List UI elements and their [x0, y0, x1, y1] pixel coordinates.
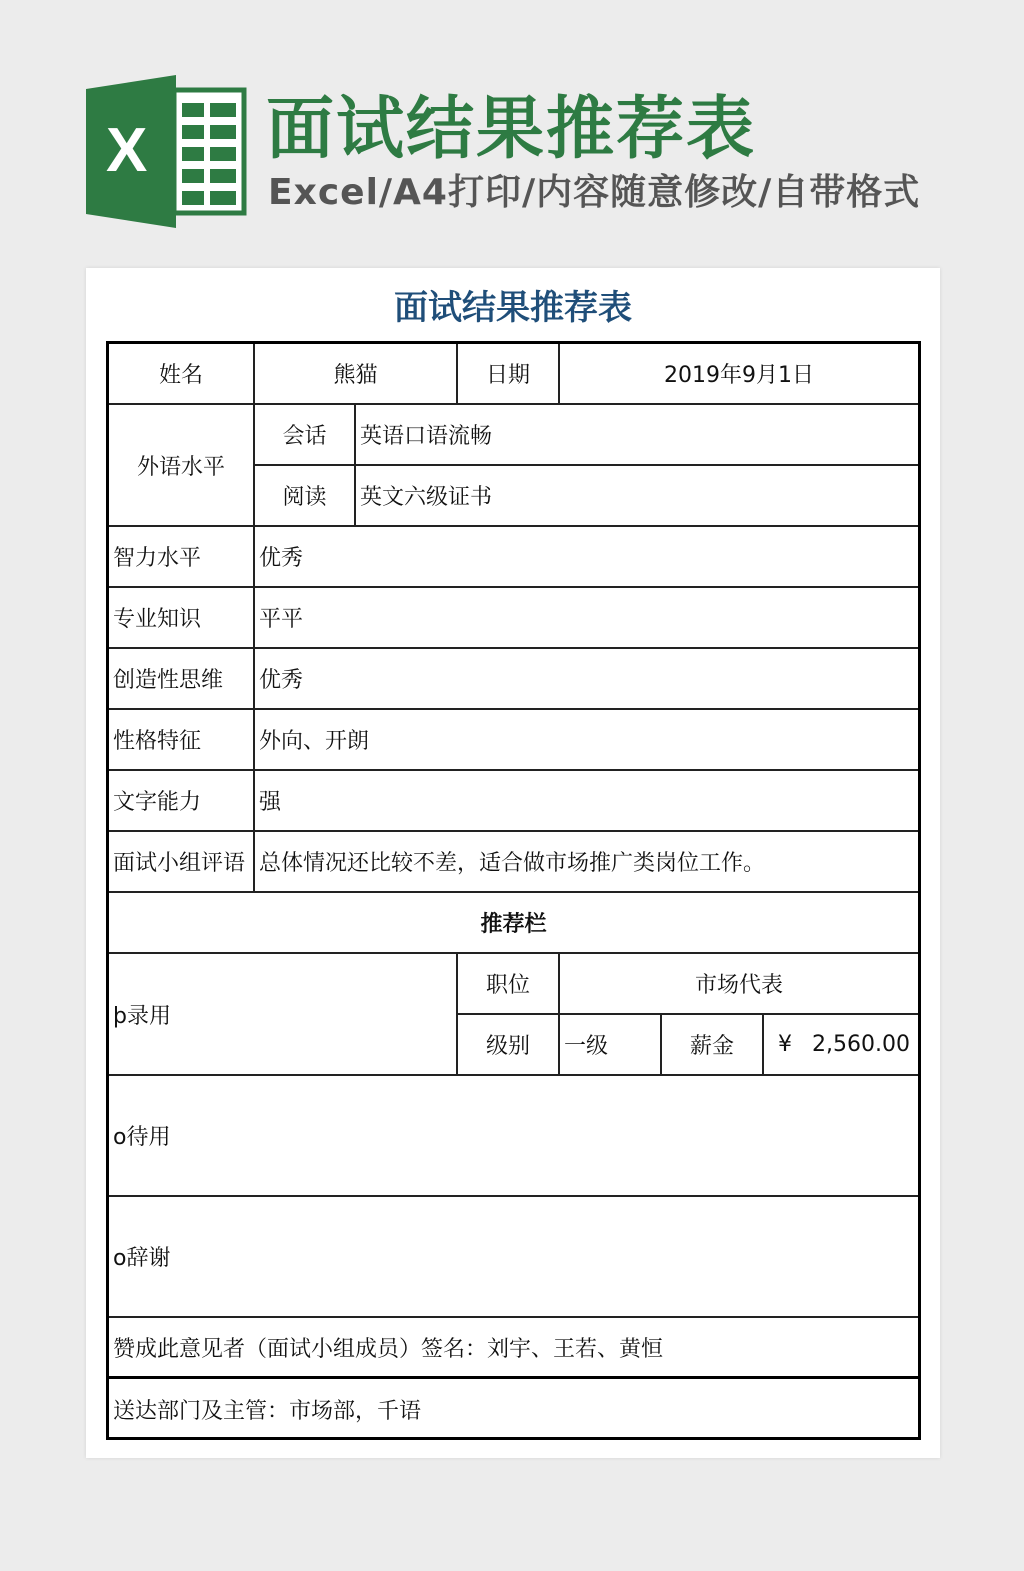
conversation-label: 会话 [255, 405, 356, 466]
document-page [86, 268, 940, 1458]
salary-amount: 2,560.00 [812, 1032, 910, 1057]
document-title: 面试结果推荐表 [394, 288, 632, 328]
excel-logo-icon [86, 75, 248, 228]
position-value-cell[interactable]: 市场代表 [560, 954, 918, 1015]
level-label: 级别 [458, 1015, 560, 1076]
interview-form-table [106, 341, 921, 1440]
recommend-section-header: 推荐栏 [109, 893, 918, 954]
name-value-cell[interactable]: 熊猫 [255, 344, 458, 405]
personality-label: 性格特征 [109, 710, 255, 771]
expertise-value-cell[interactable]: 平平 [255, 588, 918, 649]
date-value-cell[interactable]: 2019年9月1日 [560, 344, 918, 405]
name-label: 姓名 [109, 344, 255, 405]
excel-logo-letter: X [106, 116, 148, 185]
reading-label: 阅读 [255, 466, 356, 527]
delivery-department-cell[interactable]: 送达部门及主管：市场部，千语 [113, 1399, 422, 1424]
date-label: 日期 [458, 344, 560, 405]
panel-comment-label: 面试小组评语 [109, 832, 255, 893]
approvers-signature-cell[interactable]: 赞成此意见者（面试小组成员）签名：刘宇、王若、黄恒 [109, 1318, 918, 1379]
writing-value-cell[interactable]: 强 [255, 771, 918, 832]
panel-comment-value-cell[interactable]: 总体情况还比较不差，适合做市场推广类岗位工作。 [255, 832, 918, 893]
standby-option-cell[interactable]: o待用 [109, 1076, 918, 1197]
position-label: 职位 [458, 954, 560, 1015]
hire-option-cell[interactable]: þ录用 [109, 954, 458, 1076]
personality-value-cell[interactable]: 外向、开朗 [255, 710, 918, 771]
intelligence-value-cell[interactable]: 优秀 [255, 527, 918, 588]
level-value-cell[interactable]: 一级 [560, 1015, 662, 1076]
salary-label: 薪金 [662, 1015, 764, 1076]
conversation-value-cell[interactable]: 英语口语流畅 [356, 405, 918, 466]
writing-label: 文字能力 [109, 771, 255, 832]
expertise-label: 专业知识 [109, 588, 255, 649]
intelligence-label: 智力水平 [109, 527, 255, 588]
reading-value-cell[interactable]: 英文六级证书 [356, 466, 918, 527]
salary-value-cell[interactable] [764, 1015, 918, 1076]
currency-symbol: ¥ [778, 1032, 792, 1057]
banner-subtitle: Excel/A4打印/内容随意修改/自带格式 [268, 172, 921, 213]
creativity-value-cell[interactable]: 优秀 [255, 649, 918, 710]
decline-option-cell[interactable]: o辞谢 [109, 1197, 918, 1318]
foreign-language-label: 外语水平 [109, 405, 255, 527]
creativity-label: 创造性思维 [109, 649, 255, 710]
banner-title: 面试结果推荐表 [266, 90, 757, 169]
